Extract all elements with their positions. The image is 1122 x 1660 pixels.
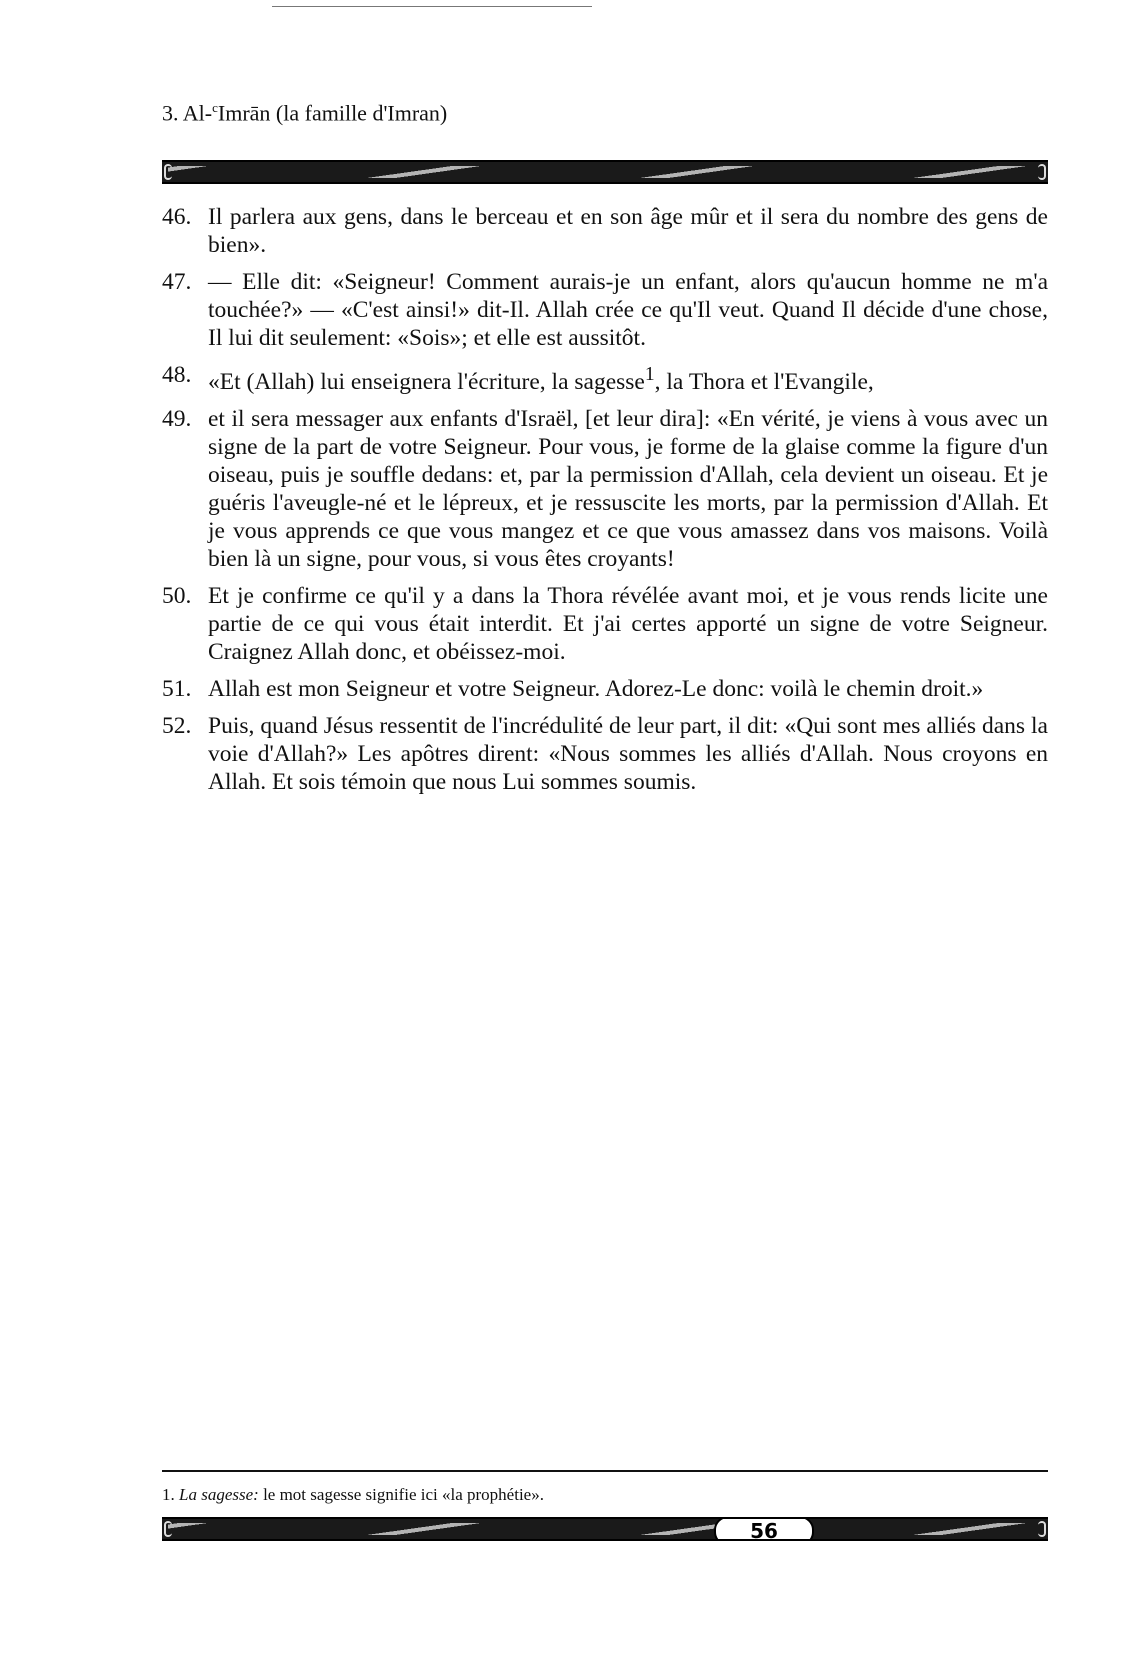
verse-52 xyxy=(162,712,1048,796)
verse-text-before: «Et (Allah) lui enseignera l'écriture, la sagesse xyxy=(208,368,645,395)
border-cap-right-icon xyxy=(1038,1521,1046,1537)
decorative-border-bottom xyxy=(162,1517,1048,1541)
verse-48 xyxy=(162,361,1048,396)
verse-50 xyxy=(162,582,1048,666)
border-cap-left-icon xyxy=(164,164,172,180)
verse-text: et il sera messager aux enfants d'Israël, [et leur dira]: «En vérité, je viens à vous avec un signe de la part de votre Seigneur. Pour vous, je forme de la glaise comme la figure d'un oiseau, puis je souffle dedans: et, par la permission d'Allah, cela devient un oiseau. Et je guéris l'aveugle-né et le lépreux, et je ressuscite les morts, par la permission d'Allah. Et je vous apprends ce que vous mangez et ce que vous amassez dans vos maisons. Voilà bien là un signe, pour vous, si vous êtes croyants! xyxy=(208,405,1048,572)
verse-list xyxy=(162,203,1048,805)
verse-49 xyxy=(162,405,1048,573)
footnote-number: 1. xyxy=(162,1485,175,1504)
verse-number: 51. xyxy=(162,675,192,702)
border-pattern xyxy=(168,166,1042,178)
verse-number: 46. xyxy=(162,204,192,230)
footnote-term: La sagesse: xyxy=(179,1485,259,1504)
top-rule xyxy=(272,6,592,7)
border-pattern xyxy=(168,1523,1042,1535)
verse-text: Et je confirme ce qu'il y a dans la Thora révélée avant moi, et je vous rends licite une partie de ce qui vous était interdit. Et j'ai certes apporté un signe de votre Seigneur. Craignez Allah donc, et obéissez-moi. xyxy=(208,582,1048,665)
verse-text: Puis, quand Jésus ressentit de l'incrédulité de leur part, il dit: «Qui sont mes alliés dans la voie d'Allah?» Les apôtres dirent: «Nous sommes les alliés d'Allah. Nous croyons en Allah. Et sois témoin que nous Lui sommes soumis. xyxy=(208,712,1048,795)
page-number: 56 xyxy=(714,1517,814,1541)
verse-number: 48. xyxy=(162,362,192,388)
verse-text xyxy=(208,361,1048,396)
verse-number: 47. xyxy=(162,269,192,295)
footnote-reference: 1 xyxy=(644,364,655,385)
footnote xyxy=(162,1485,544,1505)
chapter-number: 3. xyxy=(162,100,179,126)
footnote-rule xyxy=(162,1470,1048,1472)
verse-47 xyxy=(162,268,1048,352)
verse-number: 50. xyxy=(162,582,192,609)
chapter-header xyxy=(162,100,447,126)
border-cap-right-icon xyxy=(1038,164,1046,180)
border-cap-left-icon xyxy=(164,1521,172,1537)
verse-number: 49. xyxy=(162,405,192,432)
chapter-name-super: c xyxy=(212,100,218,115)
verse-text: — Elle dit: «Seigneur! Comment aurais-je un enfant, alors qu'aucun homme ne m'a touchée?» — «C'est ainsi!» dit-Il. Allah crée ce qu'Il veut. Quand Il décide d'une chose, Il lui dit seulement: «Sois»; et elle est aussitôt. xyxy=(208,269,1048,351)
verse-text-after: , la Thora et l'Evangile, xyxy=(654,368,874,395)
footnote-text: le mot sagesse signifie ici «la prophétie». xyxy=(258,1485,544,1504)
verse-51 xyxy=(162,675,1048,703)
verse-number: 52. xyxy=(162,712,192,739)
verse-text: Allah est mon Seigneur et votre Seigneur. Adorez-Le donc: voilà le chemin droit.» xyxy=(208,675,984,702)
verse-46 xyxy=(162,203,1048,259)
decorative-border-top xyxy=(162,160,1048,184)
chapter-name-prefix: Al- xyxy=(182,100,213,126)
verse-text: Il parlera aux gens, dans le berceau et en son âge mûr et il sera du nombre des gens de bien». xyxy=(208,204,1048,258)
chapter-name-rest: Imrān (la famille d'Imran) xyxy=(217,100,448,126)
